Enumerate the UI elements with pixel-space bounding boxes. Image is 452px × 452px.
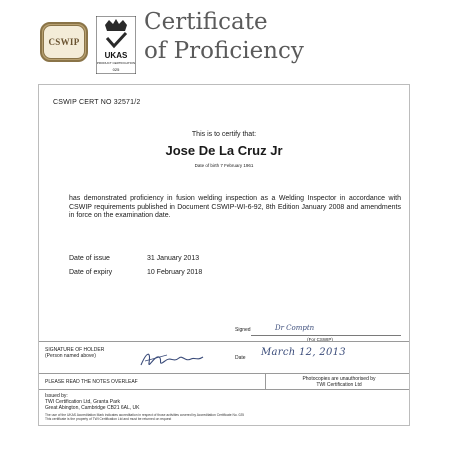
certificate-header [0, 0, 452, 80]
ukas-crown-tick-logo [96, 16, 136, 74]
ukas-caption: PRODUCT CERTIFICATION [96, 61, 136, 65]
title-line-2: of Proficiency [144, 38, 304, 64]
cswip-logo [40, 22, 88, 62]
cswip-signature-area [235, 324, 405, 347]
photocopy-notice-2: TWI Certification Ltd [316, 382, 362, 388]
footnote-1: The use of the UKAS Accreditation Mark indicates accreditation in respect of those activities covered by Accreditation Certificate No. 025 [45, 413, 245, 417]
ukas-text: UKAS [104, 51, 128, 60]
issue-date-value: 31 January 2013 [146, 255, 200, 262]
issue-date-label: Date of issue [69, 255, 110, 262]
date-of-birth: Date of birth 7 February 1961 [194, 163, 254, 168]
footnote-2: This certificate is the property of TWI Certification Ltd and must be returned on request [45, 417, 172, 422]
certificate-title [144, 8, 304, 66]
photocopy-notice-1: Photocopies are unauthorised by [302, 376, 376, 382]
handwritten-date: March 12, 2013 [261, 347, 346, 358]
issuer-line-2: Great Abington, Cambridge CB21 6AL, UK [45, 405, 140, 411]
issue-date-row [69, 255, 199, 262]
expiry-date-row [69, 269, 202, 276]
certificate-body [38, 84, 410, 426]
holder-signature-label-1: SIGNATURE OF HOLDER [45, 347, 105, 353]
expiry-date-value: 10 February 2018 [146, 269, 203, 276]
holder-signature-scribble [137, 345, 217, 371]
signature-line [251, 335, 401, 336]
for-cswip-label: (For CSWIP) [307, 337, 333, 342]
signed-label: Signed [235, 327, 251, 333]
certificate-number: CSWIP CERT NO 32571/2 [53, 99, 141, 106]
title-line-1: Certificate [144, 9, 268, 35]
photocopy-notice [269, 376, 409, 388]
cswip-signature: Dr Comptn [275, 324, 315, 332]
divider [39, 373, 409, 374]
divider [39, 389, 409, 390]
issuer-block [45, 393, 140, 411]
footnote [45, 413, 403, 421]
issuer-line-1: TWI Certification Ltd, Granta Park [45, 399, 121, 405]
notes-overleaf: PLEASE READ THE NOTES OVERLEAF [45, 379, 138, 385]
cswip-logo-text: CSWIP [43, 25, 85, 59]
expiry-date-label: Date of expiry [69, 269, 113, 276]
ukas-number: 025 [112, 67, 120, 72]
certify-statement: This is to certify that: [191, 131, 257, 138]
holder-signature-label [45, 347, 104, 359]
divider [39, 341, 409, 342]
proficiency-statement: has demonstrated proficiency in fusion welding inspection as a Welding Inspector in accordance with CSWIP requirements published in Document CSWIP-WI-6-92, 8th Edition January 2008 and amendments in force on the examination date. [69, 195, 401, 219]
holder-name: Jose De La Cruz Jr [165, 143, 283, 158]
date-label: Date [235, 355, 246, 361]
vertical-divider [265, 373, 266, 389]
issued-by-label: Issued by: [45, 393, 68, 399]
holder-signature-label-2: (Person named above) [45, 353, 96, 359]
